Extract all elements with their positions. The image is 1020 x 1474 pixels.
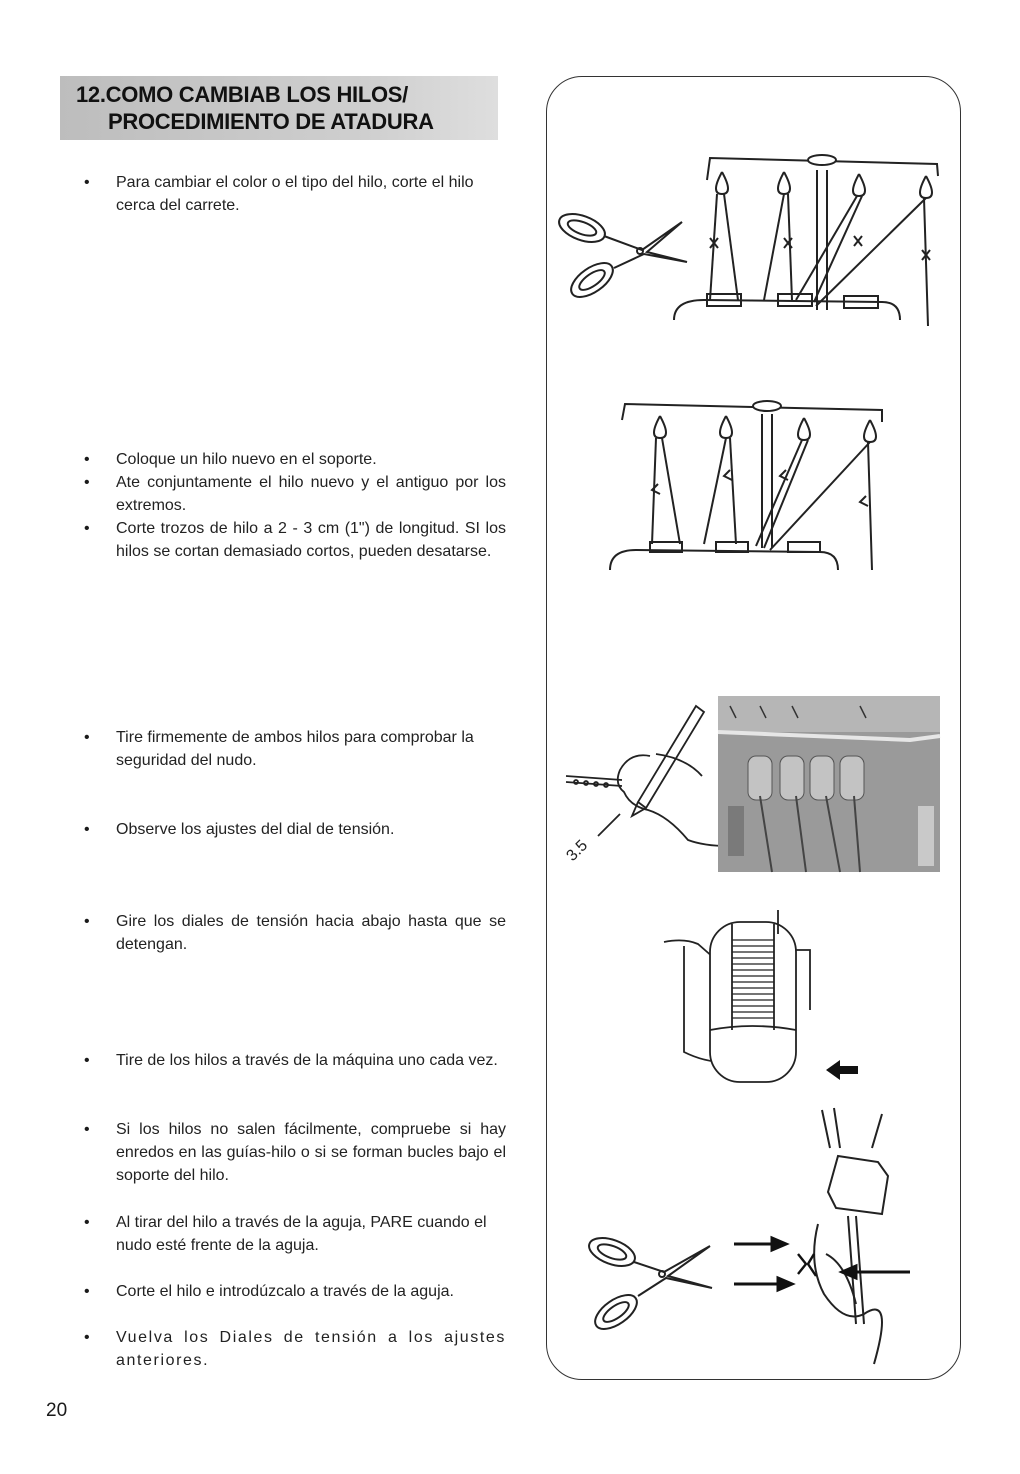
tie-threads-illustration: [600, 398, 890, 578]
needle-cut-illustration: [586, 1104, 914, 1360]
arrow-right-icon: [734, 1238, 792, 1290]
bullet-icon: •: [84, 1283, 90, 1300]
step-text: Ate conjuntamente el hilo nuevo y el antiguo por los extremos.: [116, 474, 506, 514]
pencil-label: 3.5: [563, 836, 592, 865]
step-text: Corte trozos de hilo a 2 - 3 cm (1") de longitud. SI los hilos se cortan demasiado cortos, pueden desatarse.: [116, 520, 506, 560]
arrow-left-icon: [842, 1266, 910, 1278]
page-number: 20: [46, 1400, 68, 1421]
spool-icon: [664, 910, 810, 1082]
thread-stand-icon: [610, 401, 882, 570]
tension-dial-illustration: [560, 696, 945, 876]
bullet-icon: •: [84, 821, 90, 838]
bullet-icon: •: [84, 1121, 90, 1138]
cut-threads-illustration: [552, 150, 952, 330]
section-title-box: [60, 76, 498, 140]
tension-dial-photo: [718, 696, 940, 872]
step-text: Si los hilos no salen fácilmente, compruebe si hay enredos en las guías-hilo o si se forman bucles bajo el soporte del hilo.: [116, 1121, 506, 1184]
bullet-icon: •: [84, 1214, 90, 1231]
arrow-left-icon: [826, 1060, 858, 1080]
step-text: Para cambiar el color o el tipo del hilo, corte el hilo cerca del carrete.: [116, 174, 474, 214]
step-text: Observe los ajustes del dial de tensión.: [116, 821, 395, 838]
step-text: Vuelva los Diales de tensión a los ajustes anteriores.: [116, 1329, 506, 1369]
step-text: Corte el hilo e introdúzcalo a través de la aguja.: [116, 1283, 454, 1300]
bullet-icon: •: [84, 913, 90, 930]
step-text: Gire los diales de tensión hacia abajo hasta que se detengan.: [116, 913, 506, 953]
step-text: Al tirar del hilo a través de la aguja, PARE cuando el nudo esté frente de la aguja.: [116, 1214, 487, 1254]
needle-icon: [814, 1108, 888, 1364]
bullet-icon: •: [84, 1329, 90, 1346]
step-text: Coloque un hilo nuevo en el soporte.: [116, 451, 377, 468]
bullet-icon: •: [84, 1052, 90, 1069]
pencil-hand-icon: [566, 706, 728, 846]
thread-stand-icon: [674, 155, 938, 326]
section-title-line-2: PROCEDIMIENTO DE ATADURA: [108, 109, 434, 134]
bullet-icon: •: [84, 729, 90, 746]
bullet-icon: •: [84, 451, 90, 468]
step-text: Tire firmemente de ambos hilos para comprobar la seguridad del nudo.: [116, 729, 474, 769]
step-text: Tire de los hilos a través de la máquina uno cada vez.: [116, 1052, 498, 1069]
scissors-icon: [585, 1233, 712, 1336]
scissors-icon: [555, 209, 687, 304]
section-title-line-1: 12.COMO CAMBIAB LOS HILOS/: [76, 82, 408, 107]
bullet-icon: •: [84, 174, 90, 191]
knot-icon: [798, 1254, 816, 1276]
bullet-icon: •: [84, 474, 90, 491]
dial-down-illustration: [660, 910, 870, 1090]
bullet-icon: •: [84, 520, 90, 537]
